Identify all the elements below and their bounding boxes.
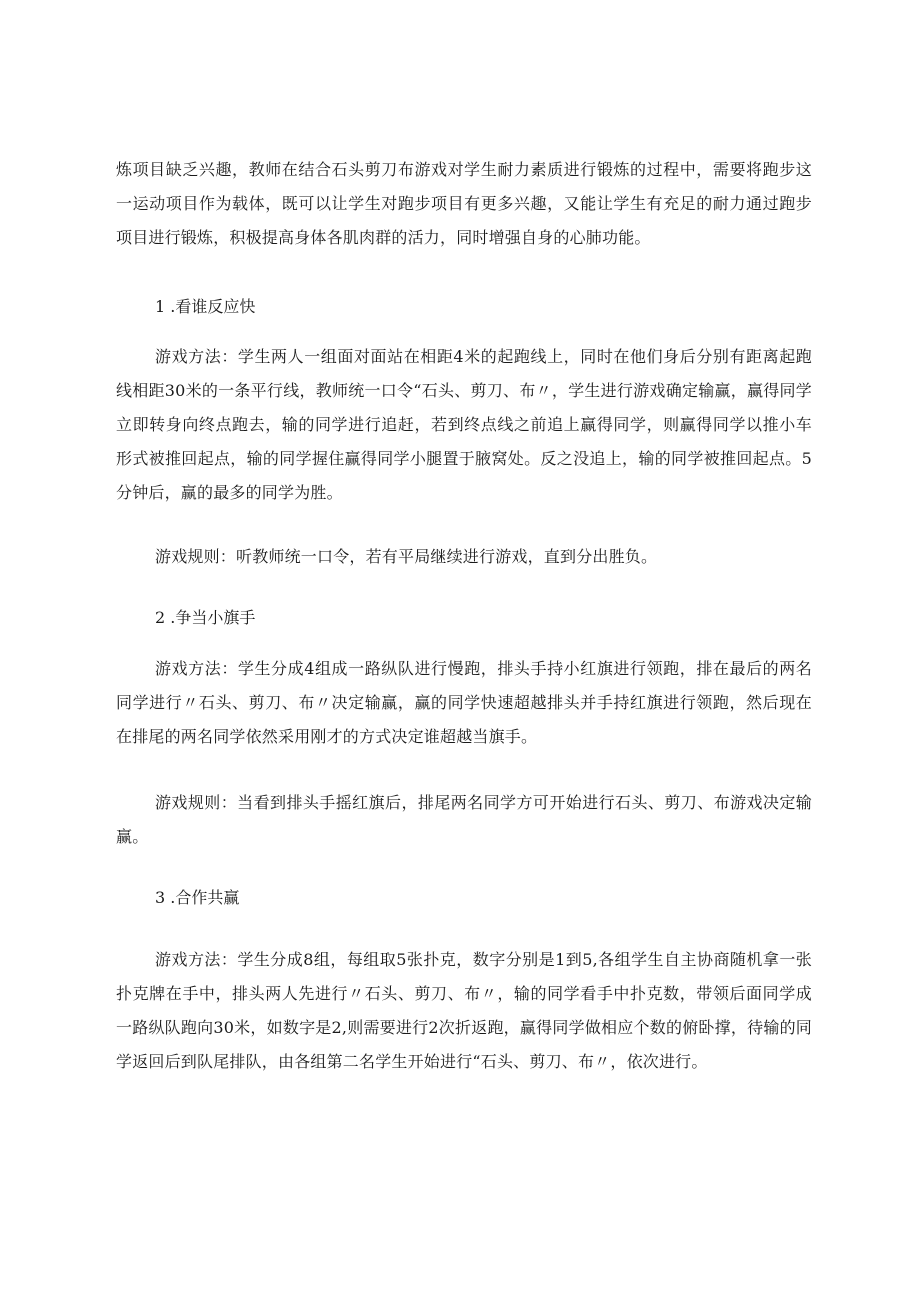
section-3-heading: 3 .合作共赢 <box>155 888 240 907</box>
section-2-method: 游戏方法：学生分成4组成一路纵队进行慢跑，排头手持小红旗进行领跑，排在最后的两名同学进行〃石头、剪刀、布〃决定输赢，赢的同学快速超越排头并手持红旗进行领跑，然后现在在排尾的两名同学依然采用刚才的方式决定谁超越当旗手。 <box>116 659 812 746</box>
section-2-heading: 2 .争当小旗手 <box>155 608 256 627</box>
intro-paragraph: 炼项目缺乏兴趣，教师在结合石头剪刀布游戏对学生耐力素质进行锻炼的过程中，需要将跑步这一运动项目作为载体，既可以让学生对跑步项目有更多兴趣，又能让学生有充足的耐力通过跑步项目进行锻炼，积极提高身体各肌肉群的活力，同时增强自身的心肺功能。 <box>116 160 812 247</box>
section-2-rules: 游戏规则：当看到排头手摇红旗后，排尾两名同学方可开始进行石头、剪刀、布游戏决定输赢。 <box>116 793 812 846</box>
section-1-method: 游戏方法：学生两人一组面对面站在相距4米的起跑线上，同时在他们身后分别有距离起跑线相距30米的一条平行线，教师统一口令“石头、剪刀、布〃，学生进行游戏确定输赢，赢得同学立即转身向终点跑去，输的同学进行追赶，若到终点线之前追上赢得同学，则赢得同学以推小车形式被推回起点，输的同学握住赢得同学小腿置于腋窝处。反之没追上，输的同学被推回起点。5分钟后，赢的最多的同学为胜。 <box>116 347 812 502</box>
section-3-method: 游戏方法：学生分成8组，每组取5张扑克，数字分别是1到5,各组学生自主协商随机拿一张扑克牌在手中，排头两人先进行〃石头、剪刀、布〃，输的同学看手中扑克数，带领后面同学成一路纵队跑向30米，如数字是2,则需要进行2次折返跑，赢得同学做相应个数的俯卧撑，待输的同学返回后到队尾排队，由各组第二名学生开始进行“石头、剪刀、布〃，依次进行。 <box>116 950 812 1071</box>
section-1-heading: 1 .看谁反应快 <box>155 297 256 316</box>
section-1-rules: 游戏规则：听教师统一口令，若有平局继续进行游戏，直到分出胜负。 <box>155 547 658 566</box>
